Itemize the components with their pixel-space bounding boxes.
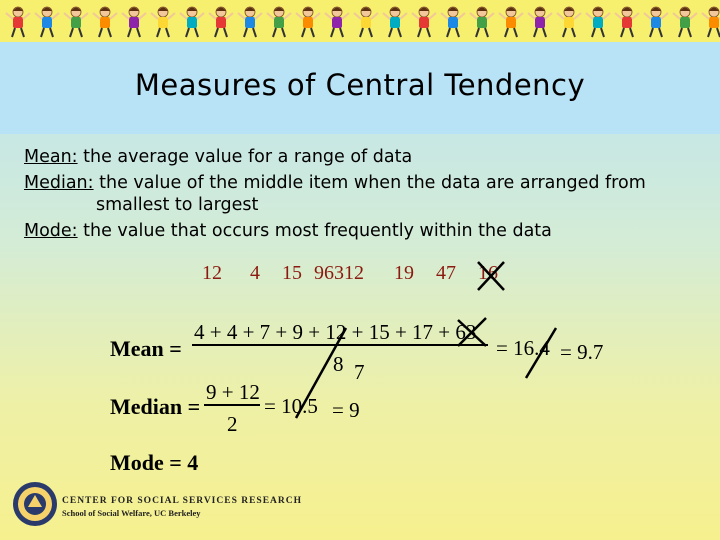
data-value: 12	[202, 262, 222, 284]
mean-fraction-bar	[192, 344, 488, 346]
mean-denominator: 8	[333, 352, 344, 376]
kid-figure-icon	[151, 7, 175, 37]
kid-figure-icon	[441, 7, 465, 37]
definitions-block	[24, 144, 704, 244]
kid-figure-icon	[64, 7, 88, 37]
mode-term: Mode:	[24, 221, 78, 241]
slide-title: Measures of Central Tendency	[134, 68, 586, 102]
footer-org: CENTER FOR SOCIAL SERVICES RESEARCH	[62, 496, 303, 506]
median-label: Median =	[110, 394, 201, 419]
kid-figure-icon	[209, 7, 233, 37]
data-value: 47	[436, 262, 456, 284]
kid-figure-icon	[383, 7, 407, 37]
kid-figure-icon	[267, 7, 291, 37]
kid-figure-icon	[412, 7, 436, 37]
median-denominator: 2	[227, 412, 238, 436]
data-value: 4	[250, 262, 260, 284]
mean-original-result: = 16.4	[496, 336, 550, 360]
median-term: Median:	[24, 173, 94, 193]
median-original-result: = 10.5	[264, 394, 318, 418]
kid-figure-icon	[586, 7, 610, 37]
mean-term: Mean:	[24, 147, 78, 167]
kid-figure-icon	[499, 7, 523, 37]
kid-figure-icon	[644, 7, 668, 37]
kid-figure-icon	[702, 7, 720, 37]
median-fraction-bar	[204, 404, 260, 406]
kid-figure-icon	[296, 7, 320, 37]
mean-label: Mean =	[110, 336, 182, 361]
mean-definition	[24, 144, 704, 170]
mode-definition	[24, 218, 704, 244]
mode-label: Mode = 4	[110, 450, 199, 475]
mean-corrected-result: = 9.7	[560, 340, 604, 364]
kid-figure-icon	[673, 7, 697, 37]
kid-figure-icon	[122, 7, 146, 37]
kid-figure-icon	[180, 7, 204, 37]
data-value: 16	[478, 262, 498, 284]
mean-text: the average value for a range of data	[77, 147, 413, 167]
kid-figure-icon	[6, 7, 30, 37]
data-value: 96312	[314, 262, 364, 284]
mode-text: the value that occurs most frequently within the data	[77, 221, 552, 241]
kid-figure-icon	[93, 7, 117, 37]
data-value: 15	[282, 262, 302, 284]
kid-figure-icon	[354, 7, 378, 37]
kid-figure-icon	[470, 7, 494, 37]
mean-corrected-denominator: 7	[354, 360, 365, 384]
kid-figure-icon	[35, 7, 59, 37]
mean-numerator: 4 + 4 + 7 + 9 + 12 + 15 + 17 + 63	[194, 320, 477, 344]
median-text: the value of the middle item when the data are arranged from	[93, 173, 646, 193]
kid-figure-icon	[325, 7, 349, 37]
median-numerator: 9 + 12	[206, 380, 260, 404]
kid-figure-icon	[615, 7, 639, 37]
kids-border-icon	[0, 0, 720, 42]
data-value: 19	[394, 262, 414, 284]
median-corrected-result: = 9	[332, 398, 360, 422]
kid-figure-icon	[557, 7, 581, 37]
kid-figure-icon	[238, 7, 262, 37]
university-seal-icon	[12, 481, 58, 527]
footer-school: School of Social Welfare, UC Berkeley	[62, 508, 201, 518]
kid-figure-icon	[528, 7, 552, 37]
decorative-kids-border	[0, 0, 720, 42]
median-text-continued: smallest to largest	[96, 195, 259, 215]
